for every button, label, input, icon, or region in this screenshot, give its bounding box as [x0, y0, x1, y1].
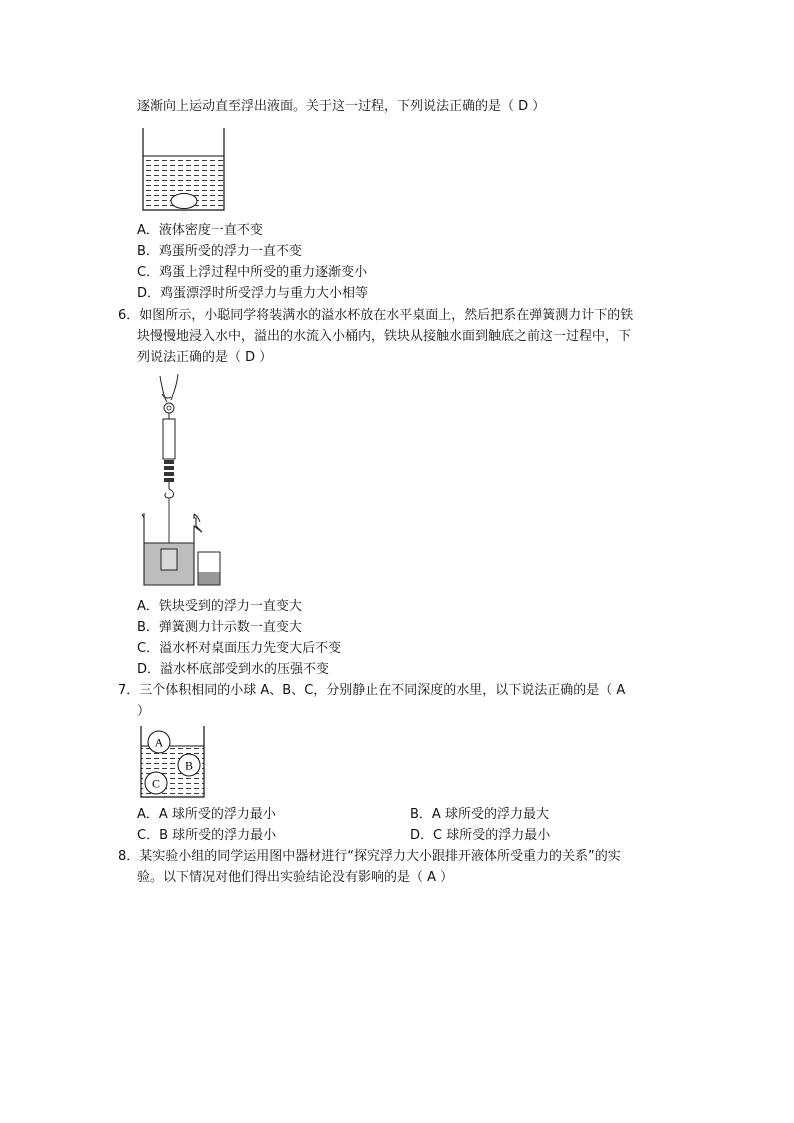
q7-option-c: C．B 球所受的浮力最小 — [137, 828, 277, 843]
q5-option-b: B．鸡蛋所受的浮力一直不变 — [137, 244, 302, 259]
q7-option-b: B．A 球所受的浮力最大 — [410, 807, 549, 822]
q5-option-d: D．鸡蛋漂浮时所受浮力与重力大小相等 — [137, 286, 369, 301]
iron-block — [161, 549, 177, 570]
q7-option-d: D．C 球所受的浮力最小 — [410, 828, 551, 843]
q5-option-a: A．液体密度一直不变 — [137, 223, 263, 238]
ball-a-label: A — [154, 735, 164, 750]
ball-c-label: C — [151, 776, 161, 791]
q7-stem-line1: 7．三个体积相同的小球 A、B、C，分别静止在不同深度的水里，以下说法正确的是（ A — [118, 683, 626, 698]
q6-stem-line2: 块慢慢地浸入水中，溢出的水流入小桶内，铁块从接触水面到触底之前这一过程中，下 — [137, 329, 632, 344]
egg-beaker-figure — [138, 128, 230, 214]
q6-stem-line1: 6．如图所示，小聪同学将装满水的溢水杯放在水平桌面上，然后把系在弹簧测力计下的铁 — [118, 308, 634, 323]
q7-option-a: A．A 球所受的浮力最小 — [137, 807, 276, 822]
q6-option-b: B．弹簧测力计示数一直变大 — [137, 620, 302, 635]
three-balls-figure — [138, 726, 208, 800]
q7-stem-line2: ） — [137, 704, 151, 719]
hook-icon — [165, 489, 174, 498]
ball-b-label: B — [184, 758, 194, 773]
q5-stem-tail: 逐渐向上运动直至浮出液面。关于这一过程，下列说法正确的是（ D ） — [137, 99, 546, 114]
q8-stem-line2: 验。以下情况对他们得出实验结论没有影响的是（ A ） — [137, 870, 454, 885]
q8-stem-line1: 8．某实验小组的同学运用图中器材进行“探究浮力大小跟排开液体所受重力的关系”的实 — [118, 849, 621, 864]
q6-stem-line3: 列说法正确的是（ D ） — [137, 350, 273, 365]
q6-option-c: C．溢水杯对桌面压力先变大后不变 — [137, 641, 342, 656]
q6-option-d: D．溢水杯底部受到水的压强不变 — [137, 662, 330, 677]
q6-option-a: A．铁块受到的浮力一直变大 — [137, 599, 302, 614]
egg-shape — [171, 194, 197, 209]
spring-scale-body — [163, 419, 175, 459]
overflow-cup-figure — [138, 372, 228, 590]
q5-option-c: C．鸡蛋上浮过程中所受的重力逐渐变小 — [137, 265, 368, 280]
